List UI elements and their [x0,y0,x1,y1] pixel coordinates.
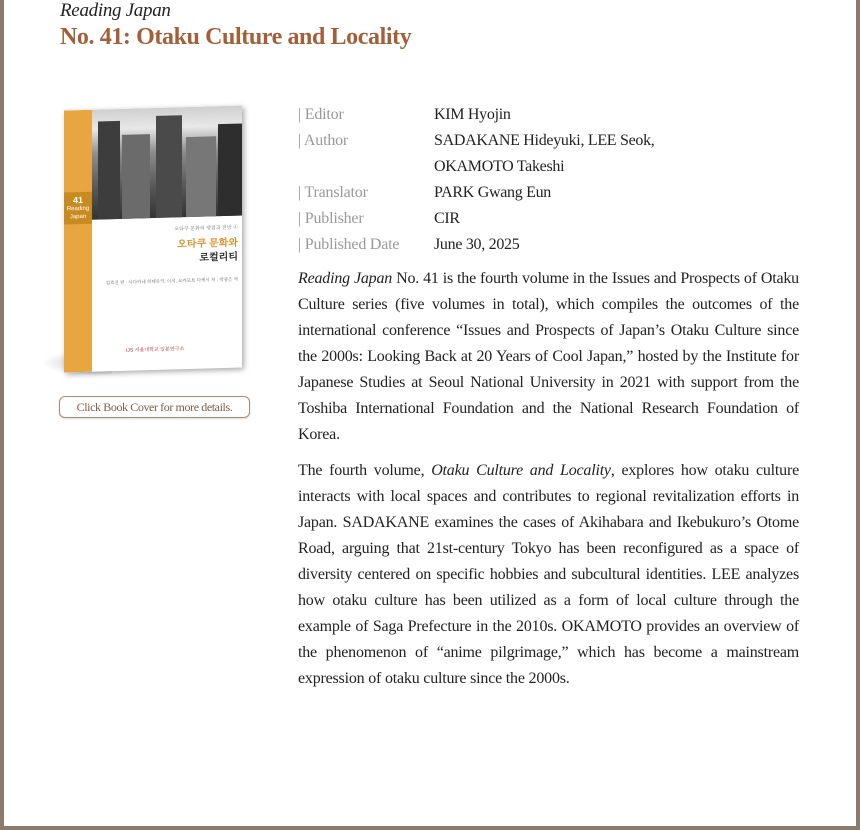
book-cover[interactable] [64,106,242,373]
meta-label: | Published Date [298,236,400,253]
cover-title-line2: 로컬리티 [199,251,238,264]
description-paragraph [298,458,799,692]
description-paragraph [298,266,799,448]
description-text: , explores how otaku culture interacts with local spaces and contributes to regional revitalization efforts in Japan. SADAKANE examines the cases of Akihabara and Ikebukuro’s Otome Road, arguing that 21st-century Tokyo has been reconfigured as a space of diversity centered on specific hobbies and subcultural identities. LEE analyzes how otaku culture has been utilized as a form of local culture through the example of Saga Prefecture in the 2010s. OKAMOTO provides an overview of the phenomenon of “anime pilgrimage,” which has become a mainstream expression of otaku culture since the 2000s. [298,462,799,687]
meta-row-author [298,128,818,180]
cover-authors: 김효진 편 · 사다카네 히데유키, 이석, 오카모토 다케시 저 · 박광은 역 [105,276,238,286]
meta-row-editor [298,102,818,128]
meta-row-publisher [298,206,818,232]
series-italic: Reading Japan [298,270,393,287]
cover-building [186,136,216,217]
volume-title-italic: Otaku Culture and Locality [431,462,611,479]
meta-row-published-date [298,232,818,258]
cover-building [156,115,182,218]
page-title: No. 41: Otaku Culture and Locality [60,24,412,50]
cover-series-tag [64,192,92,225]
book-cover-link[interactable] [36,104,250,384]
meta-row-translator [298,180,818,206]
meta-value: SADAKANE Hideyuki, LEE Seok, OKAMOTO Takeshi [434,132,655,175]
cover-building [122,134,150,219]
book-meta [298,102,818,258]
cover-series-name: Reading Japan [66,205,90,221]
meta-label: | Author [298,132,349,149]
meta-value: PARK Gwang Eun [434,184,551,201]
cover-spine [64,110,92,373]
meta-label: | Translator [298,184,368,201]
description-text: No. 41 is the fourth volume in the Issues and Prospects of Otaku Culture series (five volumes in total), which compiles the outcomes of the international conference “Issues and Prospects of Japan’s Otaku Culture since the 2000s: Looking Back at 20 Years of Cool Japan,” hosted by the Institute for Japanese Studies at Seoul National University in 2021 with support from the Toshiba International Foundation and the National Research Foundation of Korea. [298,270,799,443]
meta-label: | Publisher [298,210,364,227]
cover-series-number: 41 [72,194,83,206]
cover-building [98,121,120,220]
series-name: Reading Japan [60,0,171,21]
meta-value: June 30, 2025 [434,236,520,253]
meta-value: KIM Hyojin [434,106,511,123]
meta-value: CIR [434,210,460,227]
meta-label: | Editor [298,106,344,123]
cover-building [218,124,242,217]
cover-publisher-logo: IJS 서울대학교 일본연구소 [126,346,185,354]
cover-subtitle: 오타쿠 문화의 쟁점과 전망 ④ [174,224,238,233]
description-text: The fourth volume, [298,462,432,479]
cover-title-line1: 오타쿠 문화와 [177,237,238,251]
book-description [298,266,799,702]
cover-details-button[interactable]: Click Book Cover for more details. [59,396,250,418]
